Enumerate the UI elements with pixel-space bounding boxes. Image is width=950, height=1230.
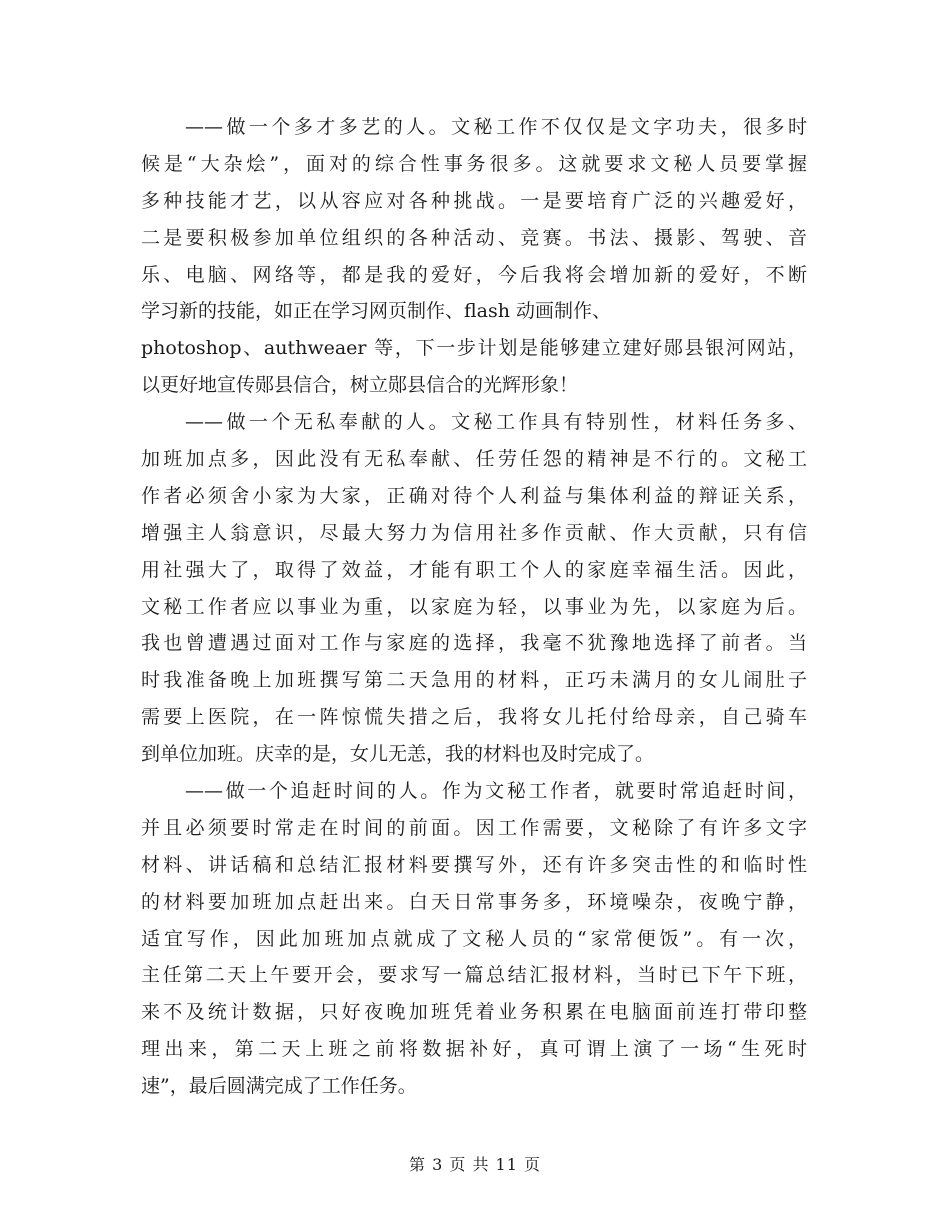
text-line: 主任第二天上午要开会，要求写一篇总结汇报材料，当时已下午下班， xyxy=(141,964,807,987)
text-line: 速”，最后圆满完成了工作任务。 xyxy=(141,1075,417,1098)
text-line: 需要上医院，在一阵惊慌失措之后，我将女儿托付给母亲，自己骑车 xyxy=(141,706,807,729)
text-line: 理出来，第二天上班之前将数据补好，真可谓上演了一场“生死时 xyxy=(141,1038,807,1061)
text-line: 到单位加班。庆幸的是，女儿无恙，我的材料也及时完成了。 xyxy=(141,743,655,766)
text-line: 候是“大杂烩”，面对的综合性事务很多。这就要求文秘人员要掌握 xyxy=(141,152,807,175)
text-line: 二是要积极参加单位组织的各种活动、竞赛。书法、摄影、驾驶、音 xyxy=(141,226,807,249)
text-line: 学习新的技能，如正在学习网页制作、flash 动画制作、 xyxy=(141,300,612,323)
text-line: 作者必须舍小家为大家，正确对待个人利益与集体利益的辩证关系， xyxy=(141,484,807,507)
text-line: 适宜写作，因此加班加点就成了文秘人员的“家常便饭”。有一次， xyxy=(141,927,807,950)
text-line: photoshop、authweaer 等，下一步计划是能够建立建好郧县银河网站， xyxy=(141,337,807,360)
text-line: 时我准备晚上加班撰写第二天急用的材料，正巧未满月的女儿闹肚子 xyxy=(141,669,807,692)
text-line: ——做一个追赶时间的人。作为文秘工作者，就要时常追赶时间， xyxy=(185,780,807,803)
text-line: 并且必须要时常走在时间的前面。因工作需要，文秘除了有许多文字 xyxy=(141,816,807,839)
text-line: 乐、电脑、网络等，都是我的爱好，今后我将会增加新的爱好，不断 xyxy=(141,263,807,286)
text-line: 以更好地宣传郧县信合，树立郧县信合的光辉形象！ xyxy=(141,374,579,397)
text-line: 多种技能才艺，以从容应对各种挑战。一是要培育广泛的兴趣爱好， xyxy=(141,189,807,212)
text-line: 增强主人翁意识，尽最大努力为信用社多作贡献、作大贡献，只有信 xyxy=(141,521,807,544)
text-line: 材料、讲话稿和总结汇报材料要撰写外，还有许多突击性的和临时性 xyxy=(141,853,807,876)
text-line: 来不及统计数据，只好夜晚加班凭着业务积累在电脑面前连打带印整 xyxy=(141,1001,807,1024)
document-body xyxy=(141,109,807,1105)
text-line: ——做一个多才多艺的人。文秘工作不仅仅是文字功夫，很多时 xyxy=(185,116,807,138)
page-number-label: 第 3 页 共 11 页 xyxy=(409,1155,541,1174)
text-line: 用社强大了，取得了效益，才能有职工个人的家庭幸福生活。因此， xyxy=(141,558,807,581)
text-line: 加班加点多，因此没有无私奉献、任劳任怨的精神是不行的。文秘工 xyxy=(141,448,807,471)
text-line: 我也曾遭遇过面对工作与家庭的选择，我毫不犹豫地选择了前者。当 xyxy=(141,632,807,655)
page-footer xyxy=(0,1152,950,1175)
text-line: 的材料要加班加点赶出来。白天日常事务多，环境噪杂，夜晚宁静， xyxy=(141,890,807,913)
text-line: 文秘工作者应以事业为重，以家庭为轻，以事业为先，以家庭为后。 xyxy=(141,595,807,618)
text-line: ——做一个无私奉献的人。文秘工作具有特别性，材料任务多、 xyxy=(185,411,807,434)
